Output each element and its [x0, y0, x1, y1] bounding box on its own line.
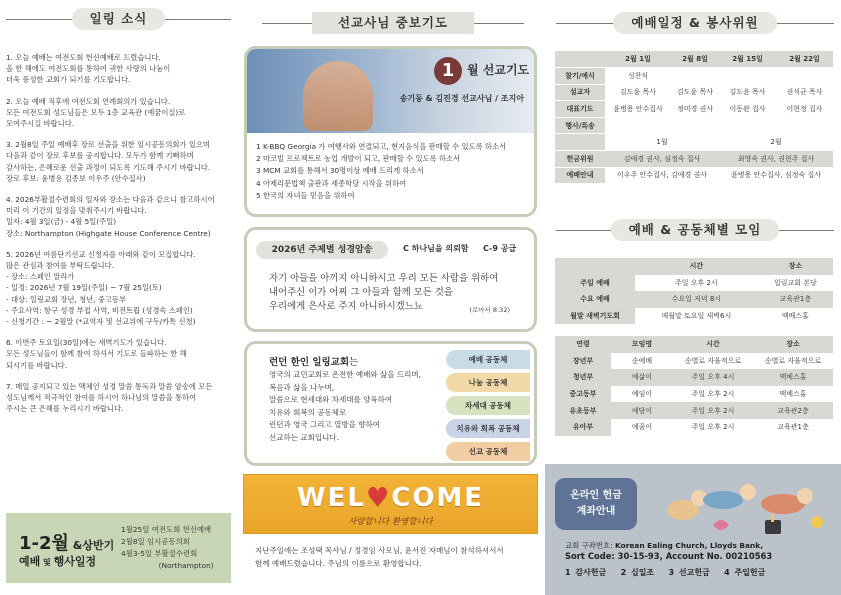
table-row: 중고등부 예임이 주일 오후 2시 맥베스홀	[555, 386, 833, 403]
table-corner	[555, 51, 605, 68]
prayer-item: 3 MCM 교회를 통해서 30명이상 예배 드리게 하소서	[256, 166, 424, 176]
table-row: 유아부 예꿈이 주일 오후 2시 교육관1층	[555, 419, 833, 436]
service-schedule-table	[555, 51, 833, 184]
prayer-item: 4 아제리문법책 출판과 세종학당 시작을 위하여	[256, 178, 407, 188]
memory-verse-card	[244, 227, 537, 332]
verse-text: 자기 아들을 아끼지 아니하시고 우리 모든 사람을 위하여 내어주신 이가 어찌 그 아들과 함께 모든 것을 우리에게 은사로 주지 아니하시겠느뇨	[269, 273, 499, 312]
news-title: 일링 소식	[72, 8, 166, 30]
mission-prayer-card	[244, 46, 537, 217]
prayer-item: 2 마코빌 프로젝트로 농업 개발이 되고, 판매할 수 있도록 하소서	[256, 154, 461, 164]
welcome-banner	[243, 474, 538, 534]
table-row: 설교자 김도윤 목사 김도윤 목사 김도윤 목사 권석균 목사	[555, 84, 833, 101]
vision-tag-healing: 치유와 회복 공동체	[446, 419, 530, 438]
news-item: 3. 2월8일 주일 예배후 장로 선출을 위한 임시공동의회가 있으며 다음과 같이 장로 후보를 공지합니다. 모두가 함께 기뻐하며 감사하는, 은혜로운 선출 과정이 되도록 기도해 주시기 바랍니다. 장로 후보: 윤병용 김종보 이우주 (안수집사)	[6, 140, 211, 183]
community-groups-table: 연령 모임명 시간 장소 장년부 순예배 순별로 자율적으로 순별로 자율적으로 청년부 예삶이 주일 오후 4시 맥베스홀 중고등부 예임이 주일 오후 2시 맥베스홀 유초등부 예담이 주일 오후 2시 교육관2층 유아부 예꿈이 주일 오후 2시 교육관1층	[555, 336, 833, 436]
upcoming-event: 1월25일 여전도회 헌신예배	[121, 525, 212, 534]
news-item: 7. 매일 공지되고 있는 맥체인 성경 말씀 통독과 말씀 암송에 모든 성도님께서 적극적인 참여를 하시어 하나님의 말씀을 통하여 주시는 큰 은혜를 누리시기 바랍니다.	[6, 381, 213, 414]
date-header: 2월 15일	[719, 51, 776, 68]
table-row: 예배안내 이우주 안수집사, 김애경 권사 윤병용 안수집사, 심정숙 집사	[555, 167, 833, 184]
vision-tag-sharing: 나눔 공동체	[446, 373, 530, 392]
news-list	[6, 52, 232, 424]
upcoming-subheading: 예배 및 행사일정	[19, 555, 97, 568]
news-item: 6. 이번주 토요일(30일)에는 새벽기도가 있습니다. 모든 성도님들이 함께 참여 하셔서 기도로 들파하는 한 해 되시기를 바랍니다.	[6, 338, 187, 370]
table-row: 헌금위원 김애경 권사, 심정숙 집사 최영숙 권사, 권현주 집사	[555, 151, 833, 168]
month-header: 2월	[719, 134, 833, 151]
offering-types: 1 감사헌금 2 십일조 3 선교헌금 4 주일헌금	[565, 568, 766, 577]
verse-category: C 하나님을 의뢰함	[403, 244, 469, 253]
month-header: 1월	[605, 134, 719, 151]
table-row: 찰기/예식 성찬식	[555, 68, 833, 85]
table-row: 유초등부 예담이 주일 오후 2시 교육관2층	[555, 402, 833, 419]
table-row: 주일 예배 주일 오후 2시 일링교회 본당	[555, 275, 833, 292]
table-row: 행사/특송	[555, 117, 833, 134]
worship-title: 예배 & 공동체별 모임	[611, 219, 780, 241]
verse-reference: (로마서 8:32)	[469, 306, 510, 314]
news-title-bar	[6, 8, 231, 30]
heart-icon: ♥	[365, 483, 392, 513]
upcoming-event: 4월3-5일 부활절수련회	[121, 549, 198, 558]
verse-code: C-9 공급	[483, 244, 517, 253]
upcoming-schedule-box	[6, 513, 231, 583]
vision-tag-mission: 선교 공동체	[446, 442, 530, 461]
table-row: 수요 예배 수요일 저녁 8시 교육관1층	[555, 291, 833, 308]
mission-title: 선교사님 중보기도	[312, 12, 474, 34]
prayer-item: 5 한국의 자녀들 믿음을 위하여	[256, 190, 355, 200]
prayer-items	[256, 141, 506, 202]
mission-title-bar	[262, 12, 524, 34]
upcoming-events	[121, 524, 214, 572]
table-row: 청년부 예삶이 주일 오후 4시 맥베스홀	[555, 369, 833, 386]
mission-month-title: 월 선교기도	[467, 63, 530, 77]
date-header: 2월 8일	[671, 51, 719, 68]
schedule-title-bar	[556, 12, 834, 34]
table-row: 장년부 순예배 순별로 자율적으로 순별로 자율적으로	[555, 353, 833, 370]
vision-text: 영국의 교민교회로 온전한 예배와 삶을 드리며, 복음과 삶을 나누며, 말씀으로 현세대와 차세대를 양육하여 치유와 회복의 공동체로 런던과 영국 그리고 열방을 향하여 선교하는 교회입니다.	[269, 370, 421, 442]
online-offering-box	[545, 464, 841, 595]
church-vision-card	[244, 341, 537, 466]
upcoming-heading: 1-2월 &상반기	[19, 533, 115, 554]
missionary-names: 송기동 & 김진경 선교사님 / 조지아	[399, 94, 524, 103]
prayer-item: 1 K-BBQ Georgia 가 여행사와 연결되고, 현지음식을 판매할 수 있도록 하소서	[256, 142, 507, 151]
news-item: 5. 2026년 여름단기선교 신청자를 아래와 같이 모집합니다. 많은 관심과 참여를 부탁드립니다. - 장소: 스페인 말라가 - 일정: 2026년 7월 19일(주일) ~ 7월 25일(토) - 대상: 일링교회 장년, 청년, 중고등부 - 주요사역: 항구 성경 부접 사역, 비전트립 (성경속 스페인) - 신청기간 : ~ 2월말 (*교역자 및 선교위에 구두/카톡 신청)	[6, 249, 196, 327]
worship-table: 시간 장소 주일 예배 주일 오후 2시 일링교회 본당 수요 예배 수요일 저녁 8시 교육관1층 월말 새벽기도회 매월말 토요일 새벽6시 맥베스홀	[555, 258, 833, 324]
vision-tag-next-gen: 차세대 공동체	[446, 396, 530, 415]
welcome-subtitle: 사랑합니다 환영합니다	[348, 517, 433, 527]
news-item: 2. 오늘 예배 직후에 여전도회 연례회의가 있습니다. 모든 여전도회 성도님들은 모두 1층 교육관 (예꿈이실)로 모여주시길 바랍니다.	[6, 96, 186, 129]
praying-hands-icon	[303, 61, 373, 131]
online-offering-badge: 온라인 헌금 계좌안내	[555, 478, 637, 530]
welcome-message: 지난주일에는 조성택 목사님 / 정경임 사모님, 윤서진 자매님이 참석하셔서서 함께 예배드렸습니다. 주님의 이름으로 환영합니다.	[255, 546, 504, 568]
table-row: 대표기도 윤병용 안수집사 정미경 권사 이동완 집사 이현정 집사	[555, 101, 833, 118]
table-row: 월말 새벽기도회 매월말 토요일 새벽6시 맥베스홀	[555, 308, 833, 325]
upcoming-event: (Northampton)	[121, 561, 214, 570]
vision-tag-worship: 예배 공동체	[446, 350, 530, 369]
news-item: 1. 오늘 예배는 여전도회 헌신예배로 드렸습니다. 올 한 해에도 여전도회를 통하여 귀한 사랑의 나눔이 더욱 풍성한 교회가 되기를 기도합니다.	[6, 53, 171, 85]
bank-account-label: 교회 구좌번호: Korean Ealing Church, Lloyds Bank,	[565, 541, 764, 550]
month-number-badge: 1	[434, 57, 462, 85]
date-header: 2월 22일	[776, 51, 833, 68]
worship-title-bar	[556, 219, 834, 241]
sort-code: Sort Code: 30-15-93, Account No. 00210563	[565, 551, 773, 561]
verse-title: 2026년 주제별 성경암송	[256, 241, 388, 259]
vision-heading: 런던 한인 일링교회는	[269, 357, 359, 368]
schedule-title: 예배일정 & 봉사위원	[613, 12, 776, 34]
welcome-word: WEL♥COME	[296, 483, 485, 513]
children-illustration-icon	[653, 470, 829, 540]
date-header: 2월 1일	[605, 51, 671, 68]
news-item: 4. 2026부활절수련회의 일자와 장소는 다음과 같으니 참고하시어 미리 이 기간의 일정을 맞춰주시기 바랍니다. 일자: 4월 3일(금) - 4월 5일(주일) 장소: Northampton (Highgate House Conference Centre)	[6, 195, 215, 238]
upcoming-event: 2월8일 임시공동의회	[121, 537, 190, 546]
